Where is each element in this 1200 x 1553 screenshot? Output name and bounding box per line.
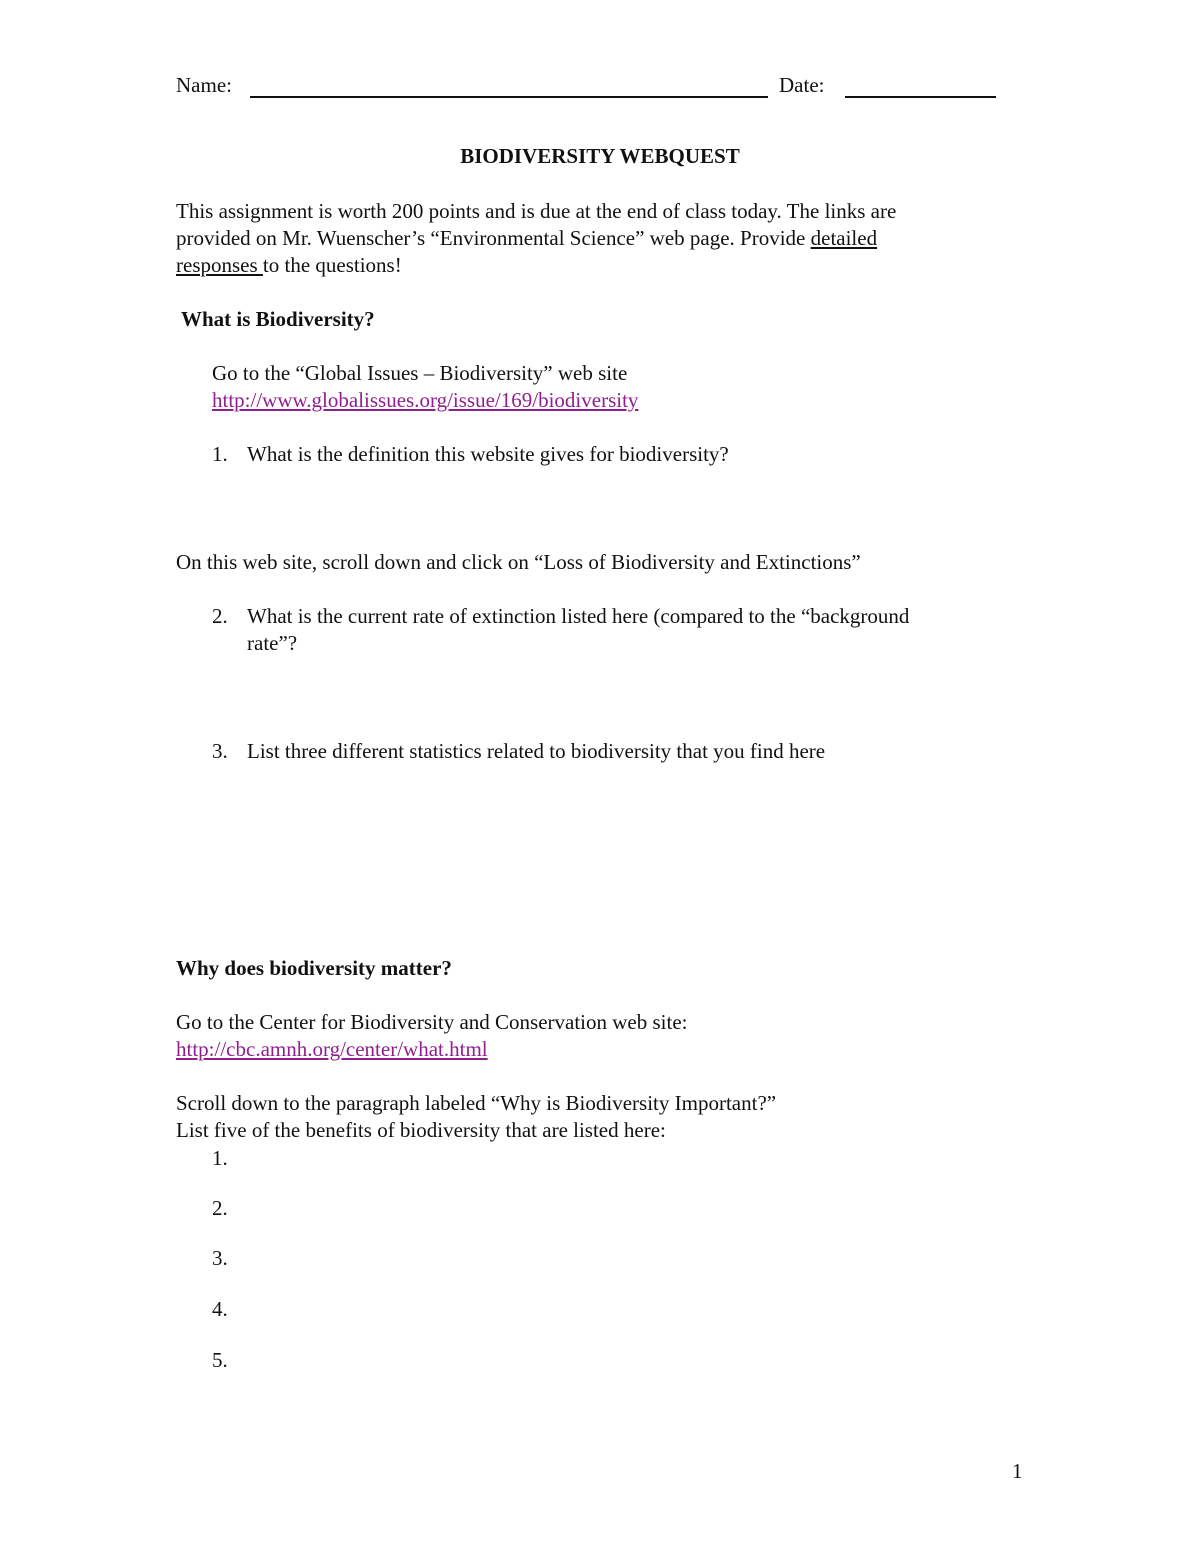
intro-emphasis-detailed: detailed xyxy=(810,226,878,250)
benefit-item-5: 5. xyxy=(212,1348,228,1372)
question-3-number: 3. xyxy=(212,739,228,763)
question-2-number: 2. xyxy=(212,604,228,628)
amnh-link[interactable]: http://cbc.amnh.org/center/what.html xyxy=(176,1037,488,1061)
benefit-item-4: 4. xyxy=(212,1297,228,1321)
intro-line-2 xyxy=(176,225,877,252)
section2-scroll-instruction: Scroll down to the paragraph labeled “Why is Biodiversity Important?” xyxy=(176,1091,777,1115)
question-2-line-2: rate”? xyxy=(247,631,298,655)
name-blank-line[interactable] xyxy=(250,96,768,98)
intro-line-3-text: to the questions! xyxy=(262,253,402,277)
name-label: Name: xyxy=(176,73,232,97)
section1-instruction: Go to the “Global Issues – Biodiversity” web site xyxy=(212,361,628,385)
question-2-line-1: What is the current rate of extinction listed here (compared to the “background xyxy=(247,604,910,628)
date-label: Date: xyxy=(779,73,825,97)
question-1-number: 1. xyxy=(212,442,228,466)
intro-line-3 xyxy=(176,252,402,279)
question-3-text: List three different statistics related to biodiversity that you find here xyxy=(247,739,826,763)
document-title: BIODIVERSITY WEBQUEST xyxy=(460,144,740,168)
section2-instruction: Go to the Center for Biodiversity and Conservation web site: xyxy=(176,1010,688,1034)
section-heading-what-is-biodiversity: What is Biodiversity? xyxy=(181,307,375,331)
section-heading-why-biodiversity-matters: Why does biodiversity matter? xyxy=(176,956,452,980)
section2-list-instruction: List five of the benefits of biodiversity that are listed here: xyxy=(176,1118,666,1142)
question-1-text: What is the definition this website gives for biodiversity? xyxy=(247,442,729,466)
intro-line-2-text: provided on Mr. Wuenscher’s “Environmental Science” web page. Provide xyxy=(176,226,811,250)
globalissues-link[interactable]: http://www.globalissues.org/issue/169/biodiversity xyxy=(212,388,639,412)
date-blank-line[interactable] xyxy=(845,96,996,98)
intro-line-1: This assignment is worth 200 points and is due at the end of class today. The links are xyxy=(176,199,897,223)
page-number: 1 xyxy=(1012,1459,1023,1483)
benefit-item-2: 2. xyxy=(212,1196,228,1220)
intro-emphasis-responses: responses xyxy=(176,253,263,277)
benefit-item-1: 1. xyxy=(212,1146,228,1170)
benefit-item-3: 3. xyxy=(212,1246,228,1270)
section1-scroll-instruction: On this web site, scroll down and click on “Loss of Biodiversity and Extinctions” xyxy=(176,550,861,574)
